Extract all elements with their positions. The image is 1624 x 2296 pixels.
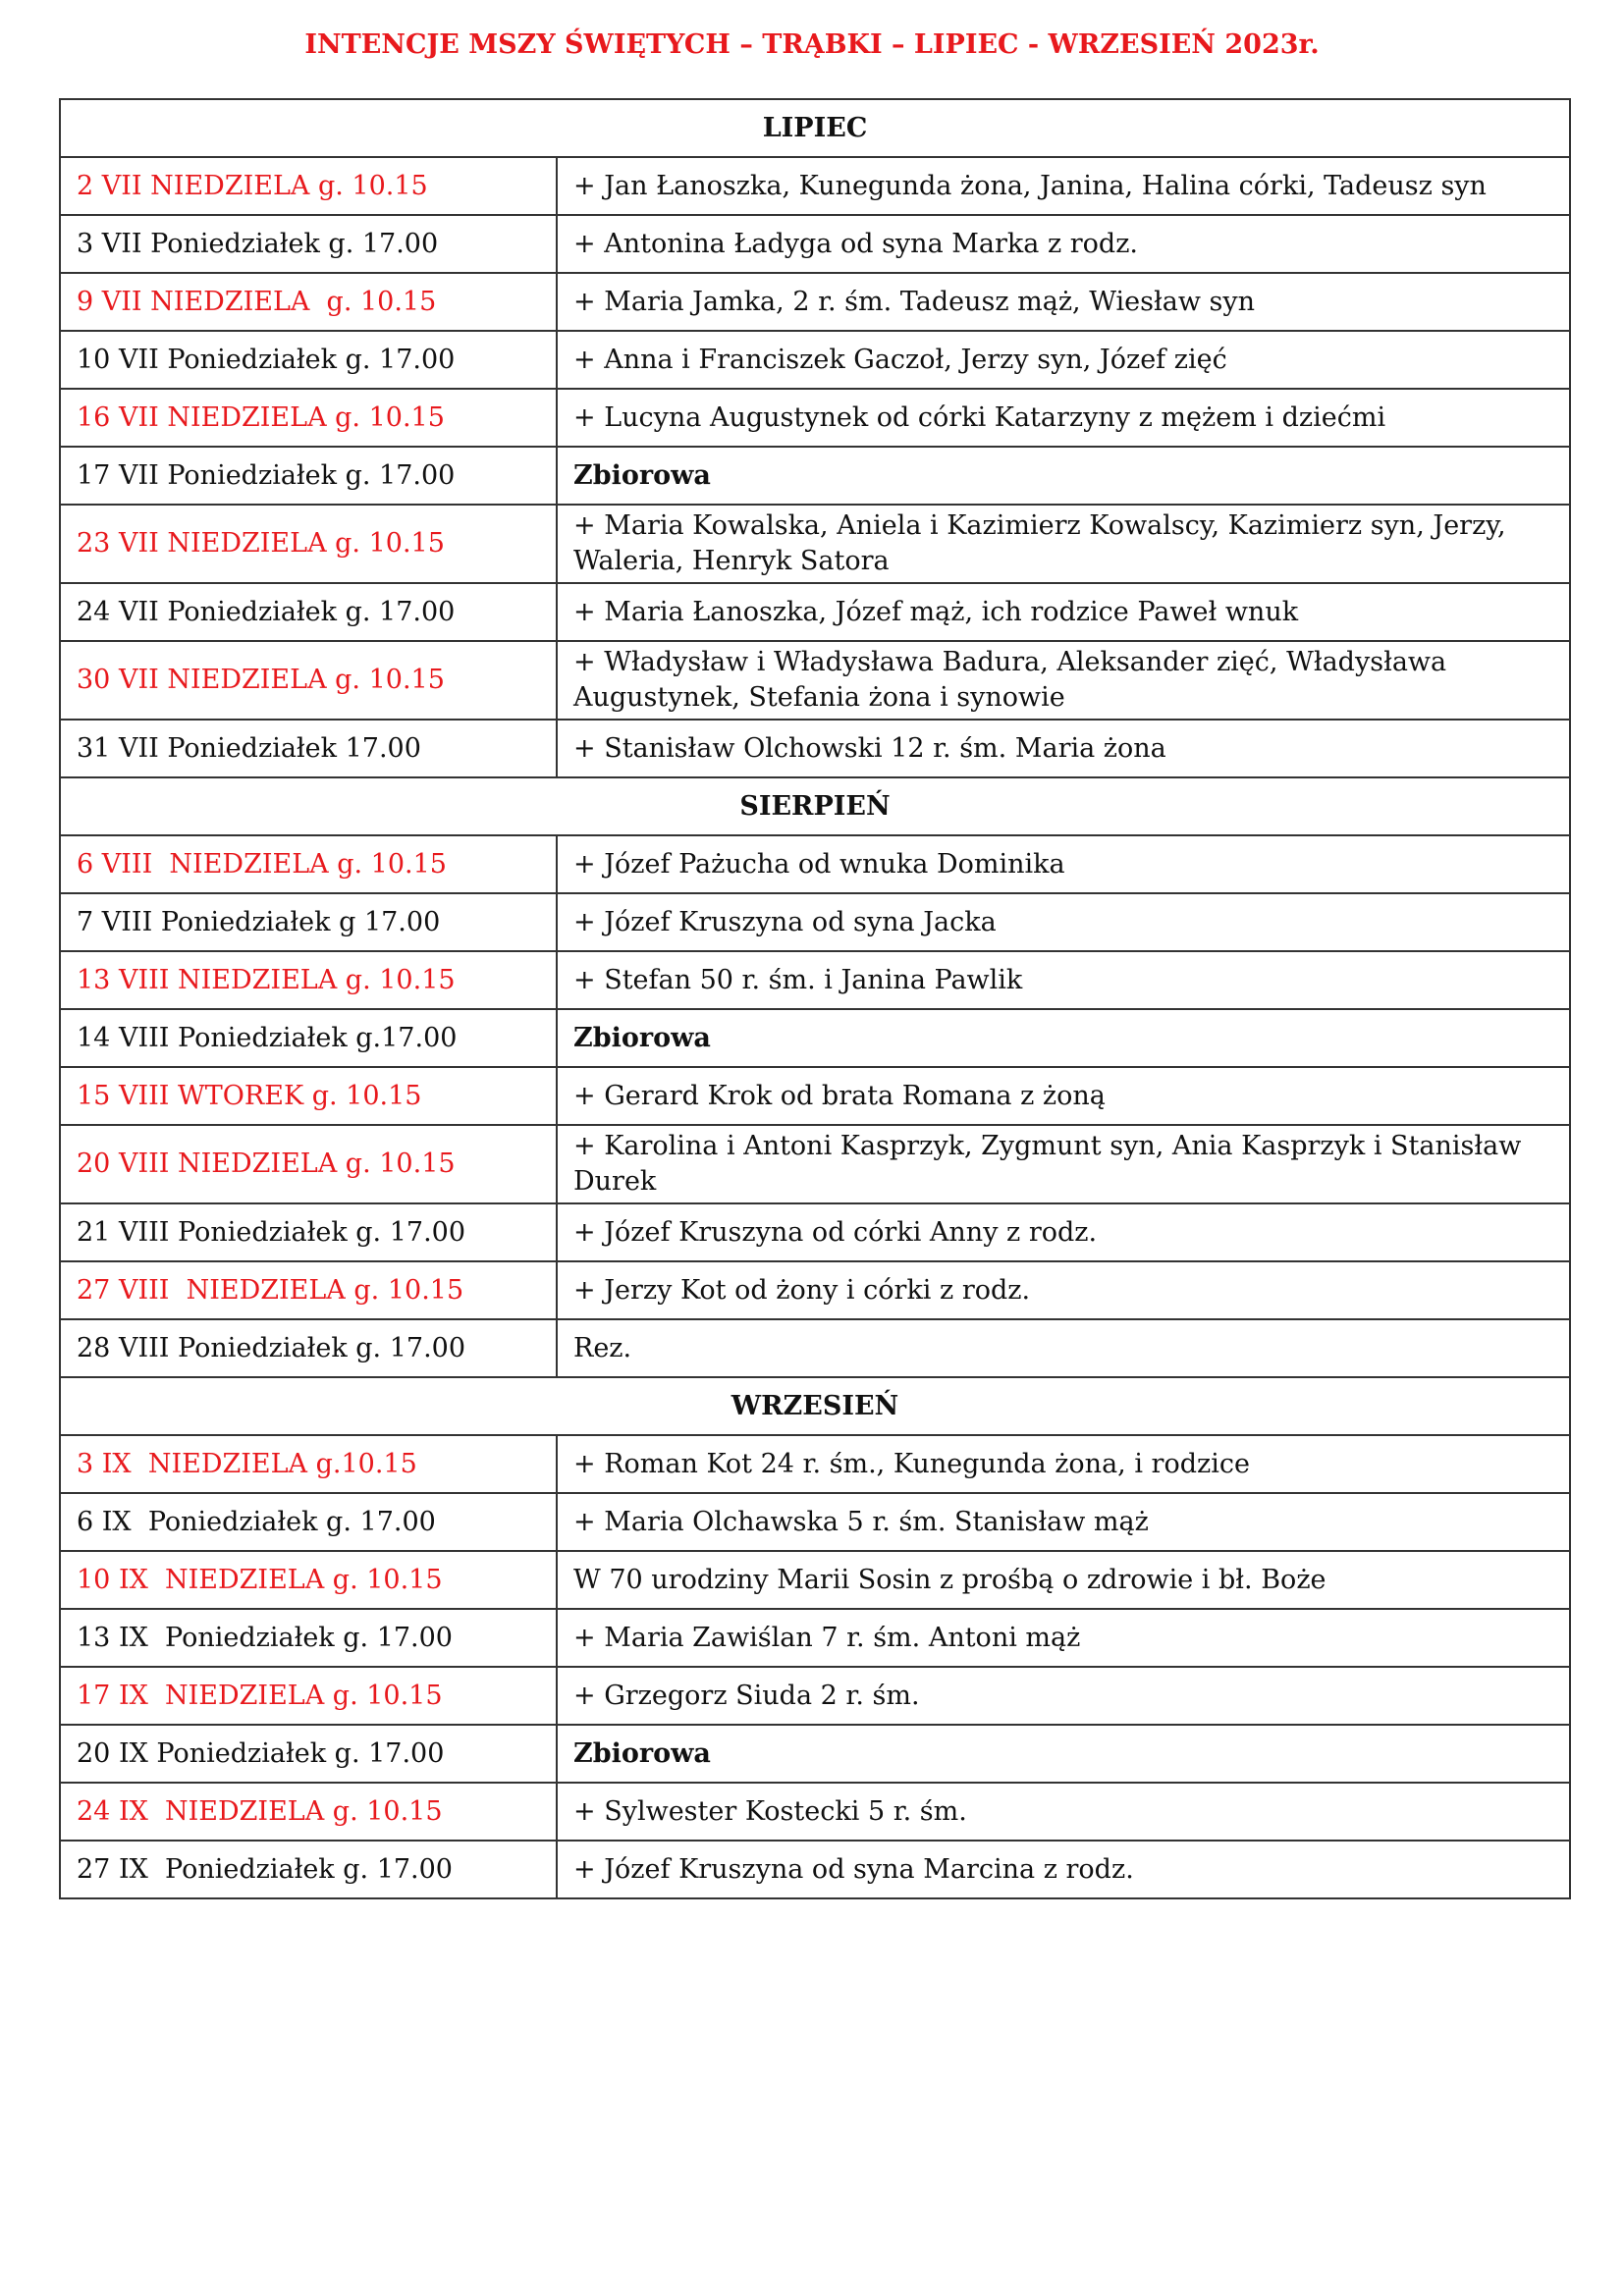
mass-date-cell: 27 IX Poniedziałek g. 17.00 — [60, 1841, 557, 1898]
month-header-row — [60, 777, 1570, 835]
table-row — [60, 331, 1570, 389]
month-header: LIPIEC — [60, 99, 1570, 157]
mass-date-cell: 23 VII NIEDZIELA g. 10.15 — [60, 505, 557, 583]
mass-date-cell: 20 VIII NIEDZIELA g. 10.15 — [60, 1125, 557, 1203]
mass-intentions-body — [60, 99, 1570, 1898]
mass-intention-cell: + Anna i Franciszek Gaczoł, Jerzy syn, Józef zięć — [557, 331, 1570, 389]
table-row — [60, 1609, 1570, 1667]
mass-date-cell: 3 IX NIEDZIELA g.10.15 — [60, 1435, 557, 1493]
table-row — [60, 1725, 1570, 1783]
month-header: SIERPIEŃ — [60, 777, 1570, 835]
mass-date-cell: 24 VII Poniedziałek g. 17.00 — [60, 583, 557, 641]
table-row — [60, 1435, 1570, 1493]
table-row — [60, 720, 1570, 777]
table-row — [60, 447, 1570, 505]
mass-intention-cell: + Grzegorz Siuda 2 r. śm. — [557, 1667, 1570, 1725]
table-row — [60, 505, 1570, 583]
mass-date-cell: 6 IX Poniedziałek g. 17.00 — [60, 1493, 557, 1551]
mass-date-cell: 28 VIII Poniedziałek g. 17.00 — [60, 1319, 557, 1377]
month-header-row — [60, 1377, 1570, 1435]
mass-intention-cell: + Jerzy Kot od żony i córki z rodz. — [557, 1261, 1570, 1319]
mass-intentions-table — [59, 98, 1571, 1899]
table-row — [60, 1203, 1570, 1261]
table-row — [60, 583, 1570, 641]
mass-intention-cell: Zbiorowa — [557, 1009, 1570, 1067]
mass-intention-cell: W 70 urodziny Marii Sosin z prośbą o zdrowie i bł. Boże — [557, 1551, 1570, 1609]
table-row — [60, 1551, 1570, 1609]
mass-intention-cell: + Józef Pażucha od wnuka Dominika — [557, 835, 1570, 893]
table-row — [60, 641, 1570, 720]
table-row — [60, 389, 1570, 447]
mass-intention-cell: + Józef Kruszyna od córki Anny z rodz. — [557, 1203, 1570, 1261]
table-row — [60, 893, 1570, 951]
mass-date-cell: 15 VIII WTOREK g. 10.15 — [60, 1067, 557, 1125]
mass-intention-cell: + Maria Kowalska, Aniela i Kazimierz Kowalscy, Kazimierz syn, Jerzy, Waleria, Henryk Satora — [557, 505, 1570, 583]
mass-intention-cell: Zbiorowa — [557, 1725, 1570, 1783]
table-row — [60, 1493, 1570, 1551]
table-row — [60, 1067, 1570, 1125]
mass-date-cell: 10 VII Poniedziałek g. 17.00 — [60, 331, 557, 389]
mass-date-cell: 3 VII Poniedziałek g. 17.00 — [60, 215, 557, 273]
table-row — [60, 215, 1570, 273]
mass-intention-cell: + Stefan 50 r. śm. i Janina Pawlik — [557, 951, 1570, 1009]
mass-intention-cell: + Stanisław Olchowski 12 r. śm. Maria żona — [557, 720, 1570, 777]
mass-date-cell: 30 VII NIEDZIELA g. 10.15 — [60, 641, 557, 720]
table-row — [60, 1783, 1570, 1841]
mass-intention-cell: + Sylwester Kostecki 5 r. śm. — [557, 1783, 1570, 1841]
table-row — [60, 273, 1570, 331]
month-header: WRZESIEŃ — [60, 1377, 1570, 1435]
mass-intention-cell: + Karolina i Antoni Kasprzyk, Zygmunt syn, Ania Kasprzyk i Stanisław Durek — [557, 1125, 1570, 1203]
mass-date-cell: 6 VIII NIEDZIELA g. 10.15 — [60, 835, 557, 893]
page-title: INTENCJE MSZY ŚWIĘTYCH – TRĄBKI – LIPIEC - WRZESIEŃ 2023r. — [304, 29, 1320, 60]
mass-date-cell: 27 VIII NIEDZIELA g. 10.15 — [60, 1261, 557, 1319]
mass-date-cell: 13 VIII NIEDZIELA g. 10.15 — [60, 951, 557, 1009]
mass-date-cell: 14 VIII Poniedziałek g.17.00 — [60, 1009, 557, 1067]
mass-intention-cell: + Maria Jamka, 2 r. śm. Tadeusz mąż, Wiesław syn — [557, 273, 1570, 331]
mass-intention-cell: + Maria Łanoszka, Józef mąż, ich rodzice Paweł wnuk — [557, 583, 1570, 641]
mass-date-cell: 21 VIII Poniedziałek g. 17.00 — [60, 1203, 557, 1261]
mass-date-cell: 2 VII NIEDZIELA g. 10.15 — [60, 157, 557, 215]
month-header-row — [60, 99, 1570, 157]
mass-intention-cell: + Józef Kruszyna od syna Jacka — [557, 893, 1570, 951]
mass-intention-cell: + Józef Kruszyna od syna Marcina z rodz. — [557, 1841, 1570, 1898]
mass-date-cell: 17 IX NIEDZIELA g. 10.15 — [60, 1667, 557, 1725]
mass-intention-cell: + Antonina Ładyga od syna Marka z rodz. — [557, 215, 1570, 273]
table-row — [60, 1261, 1570, 1319]
table-row — [60, 1319, 1570, 1377]
mass-intention-cell: + Gerard Krok od brata Romana z żoną — [557, 1067, 1570, 1125]
mass-intention-cell: Zbiorowa — [557, 447, 1570, 505]
table-row — [60, 1667, 1570, 1725]
table-row — [60, 157, 1570, 215]
mass-date-cell: 13 IX Poniedziałek g. 17.00 — [60, 1609, 557, 1667]
mass-intention-cell: + Maria Zawiślan 7 r. śm. Antoni mąż — [557, 1609, 1570, 1667]
table-row — [60, 835, 1570, 893]
mass-intention-cell: + Maria Olchawska 5 r. śm. Stanisław mąż — [557, 1493, 1570, 1551]
table-row — [60, 1125, 1570, 1203]
mass-date-cell: 9 VII NIEDZIELA g. 10.15 — [60, 273, 557, 331]
mass-date-cell: 17 VII Poniedziałek g. 17.00 — [60, 447, 557, 505]
table-row — [60, 951, 1570, 1009]
mass-date-cell: 7 VIII Poniedziałek g 17.00 — [60, 893, 557, 951]
mass-intention-cell: + Roman Kot 24 r. śm., Kunegunda żona, i rodzice — [557, 1435, 1570, 1493]
table-row — [60, 1841, 1570, 1898]
mass-date-cell: 20 IX Poniedziałek g. 17.00 — [60, 1725, 557, 1783]
mass-intention-cell: Rez. — [557, 1319, 1570, 1377]
mass-date-cell: 24 IX NIEDZIELA g. 10.15 — [60, 1783, 557, 1841]
mass-date-cell: 31 VII Poniedziałek 17.00 — [60, 720, 557, 777]
mass-date-cell: 16 VII NIEDZIELA g. 10.15 — [60, 389, 557, 447]
mass-intention-cell: + Władysław i Władysława Badura, Aleksander zięć, Władysława Augustynek, Stefania żona i synowie — [557, 641, 1570, 720]
mass-intention-cell: + Jan Łanoszka, Kunegunda żona, Janina, Halina córki, Tadeusz syn — [557, 157, 1570, 215]
mass-date-cell: 10 IX NIEDZIELA g. 10.15 — [60, 1551, 557, 1609]
table-row — [60, 1009, 1570, 1067]
mass-intention-cell: + Lucyna Augustynek od córki Katarzyny z mężem i dziećmi — [557, 389, 1570, 447]
